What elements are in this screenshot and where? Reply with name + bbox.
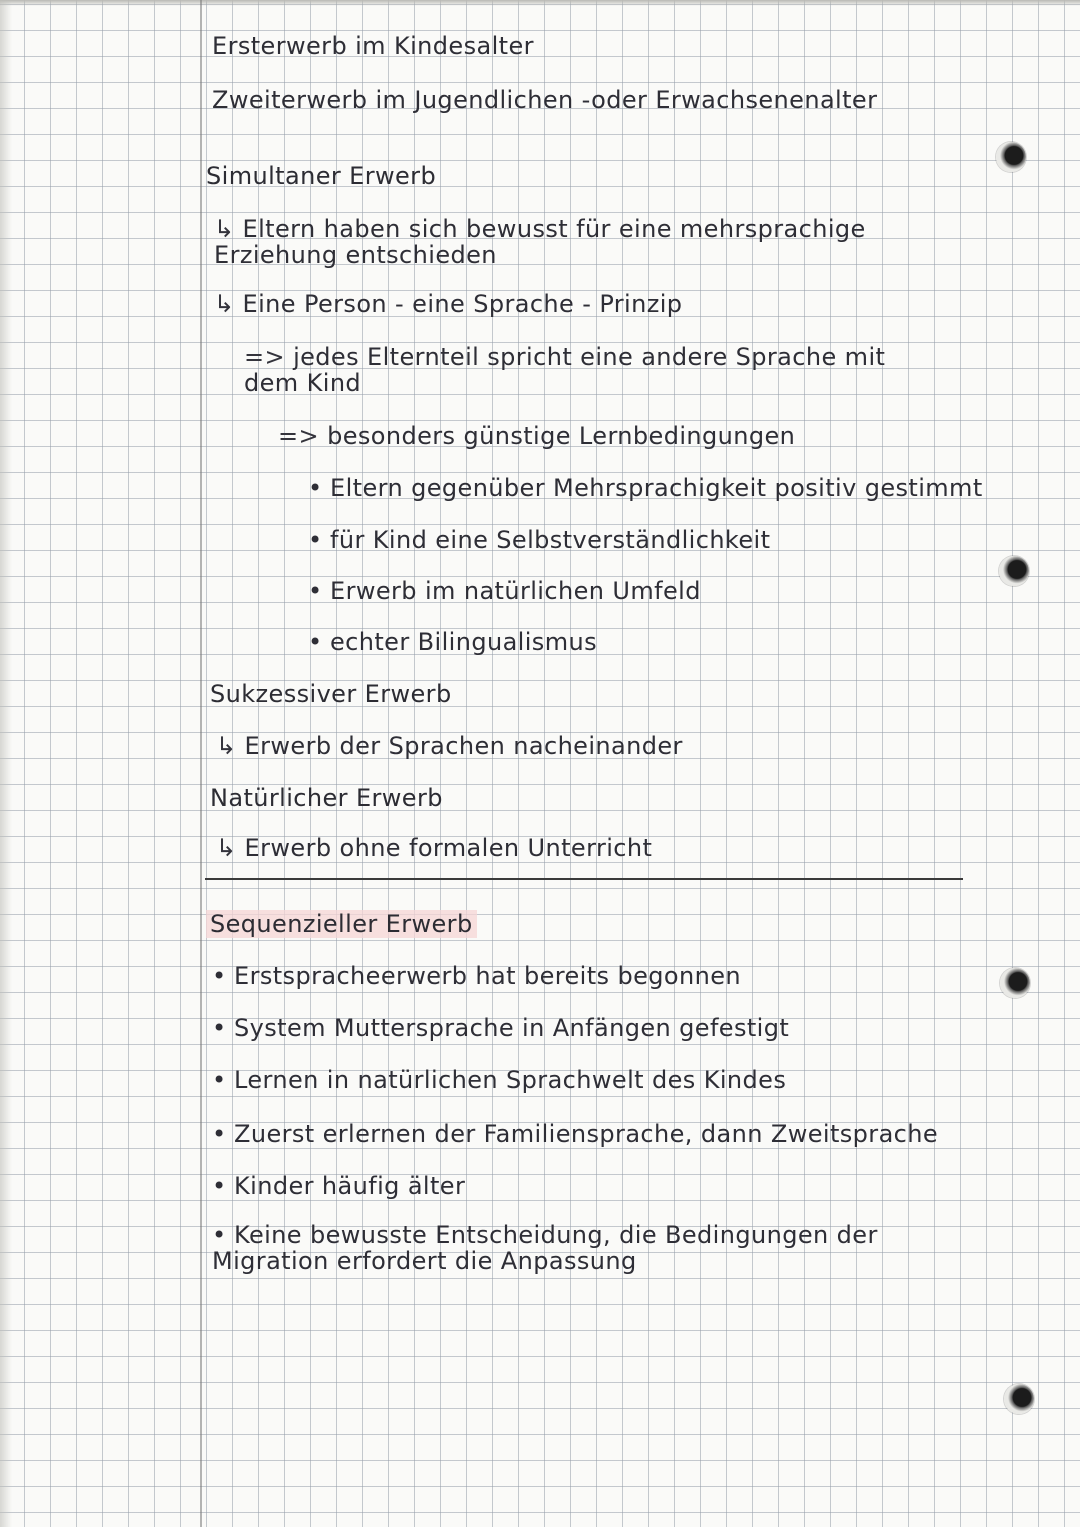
heading-natuerlicher-erwerb: Natürlicher Erwerb bbox=[210, 784, 443, 812]
list-item: • echter Bilingualismus bbox=[308, 628, 598, 656]
bullet-icon: • bbox=[212, 1221, 227, 1249]
page-left-edge bbox=[0, 0, 12, 1527]
list-item: • Keine bewusste Entscheidung, die Bedingungen der Migration erfordert die Anpassung bbox=[212, 1221, 878, 1275]
heading-sequenzieller-erwerb: Sequenzieller Erwerb bbox=[206, 910, 477, 938]
bullet-icon: • bbox=[308, 474, 323, 502]
list-item: • Lernen in natürlichen Sprachwelt des Kindes bbox=[212, 1066, 787, 1094]
punch-hole-icon bbox=[1004, 1384, 1034, 1414]
page-top-shadow bbox=[0, 0, 1080, 6]
list-item: • für Kind eine Selbstverständlichkeit bbox=[308, 526, 771, 554]
arrow-icon: ↳ bbox=[216, 834, 237, 862]
divider-line bbox=[205, 878, 963, 880]
bullet-icon: • bbox=[212, 1120, 227, 1148]
list-item: • System Muttersprache in Anfängen gefestigt bbox=[212, 1014, 790, 1042]
heading-simultaner-erwerb: Simultaner Erwerb bbox=[206, 162, 437, 190]
simultan-point-1-text: Eltern haben sich bewusst für eine mehrsprachige Erziehung entschieden bbox=[214, 215, 866, 269]
simultan-point-2-text: Eine Person - eine Sprache - Prinzip bbox=[242, 290, 683, 318]
simultan-sub-1-text: jedes Elternteil spricht eine andere Sprache mit dem Kind bbox=[244, 343, 886, 397]
double-arrow-icon: => bbox=[244, 343, 286, 371]
heading-sukzessiver-erwerb: Sukzessiver Erwerb bbox=[210, 680, 452, 708]
simultan-sub-2-text: besonders günstige Lernbedingungen bbox=[327, 422, 796, 450]
arrow-icon: ↳ bbox=[216, 732, 237, 760]
bullet-icon: • bbox=[308, 577, 323, 605]
punch-hole-icon bbox=[996, 142, 1026, 172]
punch-hole-icon bbox=[1000, 968, 1030, 998]
bullet-icon: • bbox=[212, 1014, 227, 1042]
bullet-icon: • bbox=[308, 526, 323, 554]
simultan-point-1 bbox=[214, 216, 934, 268]
simultan-sub-2 bbox=[278, 422, 795, 450]
text-line-zweiterwerb: Zweiterwerb im Jugendlichen -oder Erwachsenenalter bbox=[212, 86, 878, 114]
list-item: • Eltern gegenüber Mehrsprachigkeit positiv gestimmt bbox=[308, 474, 983, 502]
sukzessiv-point-text: Erwerb der Sprachen nacheinander bbox=[244, 732, 683, 760]
margin-line bbox=[200, 0, 202, 1527]
simultan-point-2 bbox=[214, 290, 682, 318]
arrow-icon: ↳ bbox=[214, 215, 235, 243]
list-item: • Erstspracheerwerb hat bereits begonnen bbox=[212, 962, 741, 990]
bullet-icon: • bbox=[308, 628, 323, 656]
natuerlich-point bbox=[216, 834, 652, 862]
natuerlich-point-text: Erwerb ohne formalen Unterricht bbox=[244, 834, 653, 862]
bullet-icon: • bbox=[212, 1066, 227, 1094]
text-line-erstwerb: Ersterwerb im Kindesalter bbox=[212, 32, 534, 60]
simultan-sub-1 bbox=[244, 344, 944, 396]
double-arrow-icon: => bbox=[278, 422, 320, 450]
list-item: • Zuerst erlernen der Familiensprache, dann Zweitsprache bbox=[212, 1120, 939, 1148]
bullet-icon: • bbox=[212, 962, 227, 990]
list-item: • Kinder häufig älter bbox=[212, 1172, 466, 1200]
bullet-icon: • bbox=[212, 1172, 227, 1200]
arrow-icon: ↳ bbox=[214, 290, 235, 318]
punch-hole-icon bbox=[999, 556, 1029, 586]
sukzessiv-point bbox=[216, 732, 683, 760]
list-item: • Erwerb im natürlichen Umfeld bbox=[308, 577, 701, 605]
